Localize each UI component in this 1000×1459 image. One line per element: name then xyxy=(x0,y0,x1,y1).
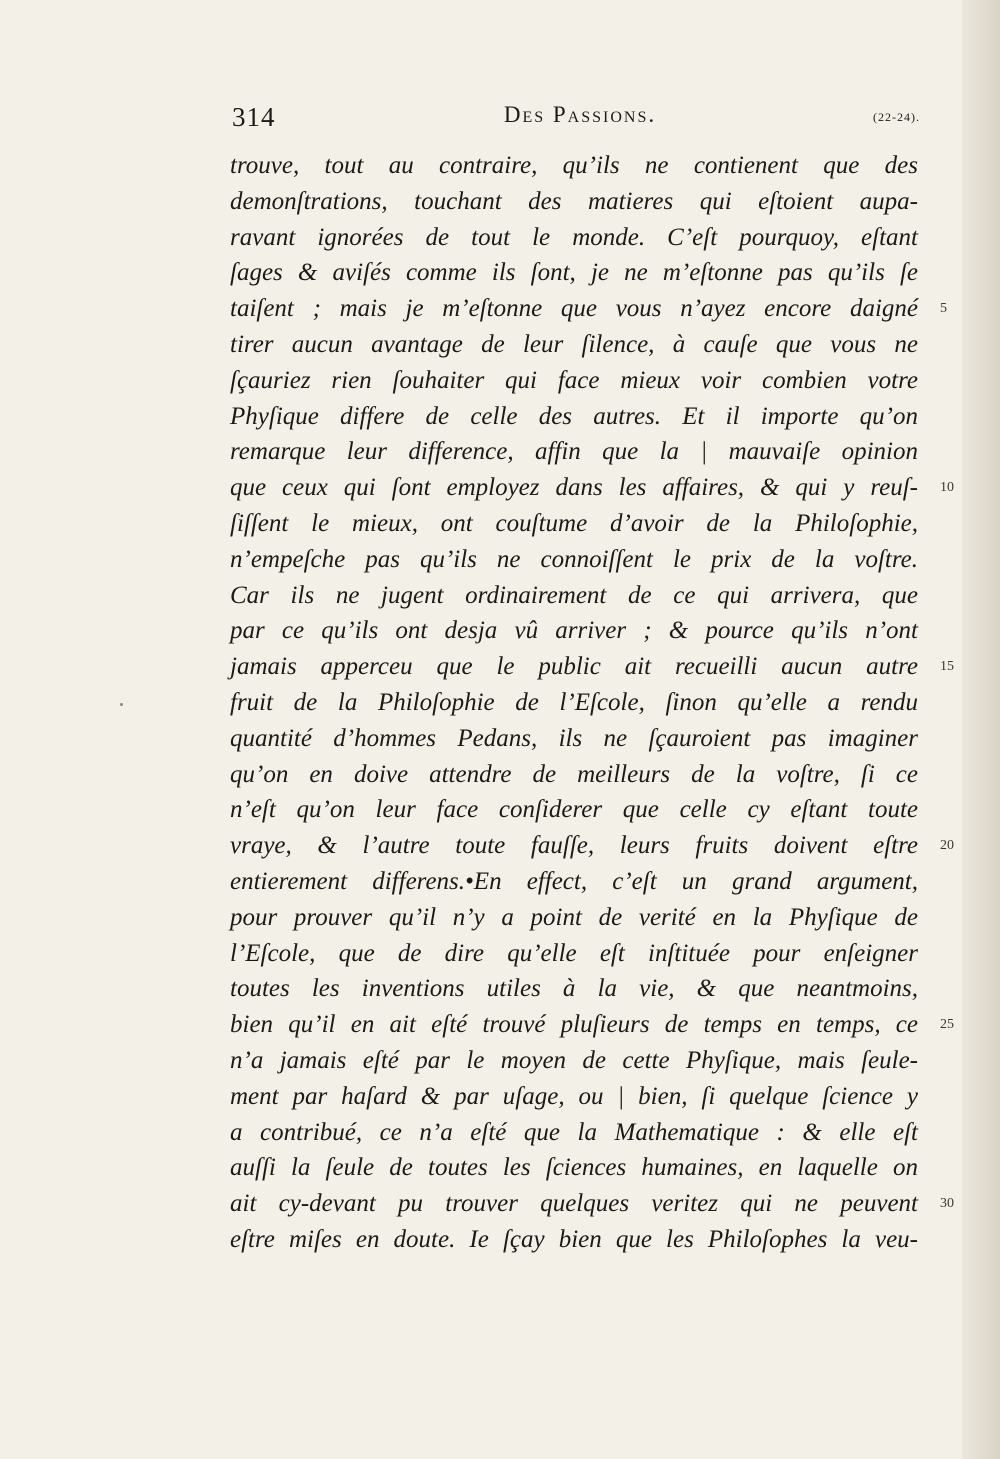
line-text: taiſent ; mais je m’eſtonne que vous n’ayez encore daigné xyxy=(230,295,918,323)
line-text: ſçauriez rien ſouhaiter qui face mieux voir combien votre xyxy=(230,366,918,394)
text-line xyxy=(230,864,918,900)
running-header xyxy=(230,98,920,138)
line-text: l’Eſcole, que de dire qu’elle eſt inſtituée pour enſeigner xyxy=(230,939,918,967)
line-text: toutes les inventions utiles à la vie, & que neantmoins, xyxy=(230,975,918,1003)
line-number-marker: 5 xyxy=(940,301,947,317)
line-text: entierement differens.•En effect, c’eſt un grand argument, xyxy=(230,867,918,895)
text-line xyxy=(230,1079,918,1115)
text-line xyxy=(230,613,918,649)
text-line xyxy=(230,685,918,721)
line-number-marker: 25 xyxy=(940,1017,954,1033)
line-text: demonſtrations, touchant des matieres qui eſtoient aupa- xyxy=(230,187,918,215)
line-text: a contribué, ce n’a eſté que la Mathematique : & elle eſt xyxy=(230,1118,918,1146)
line-text: remarque leur difference, affin que la | mauvaiſe opinion xyxy=(230,438,918,466)
text-line xyxy=(230,649,954,685)
line-text: ſiſſent le mieux, ont couſtume d’avoir de la Philoſophie, xyxy=(230,509,918,537)
running-title: Des Passions. xyxy=(503,102,657,127)
margin-speck xyxy=(120,703,123,706)
text-line xyxy=(230,792,918,828)
text-line xyxy=(230,936,918,972)
text-line xyxy=(230,255,918,291)
line-text: ait cy-devant pu trouver quelques veritez qui ne peuvent xyxy=(230,1190,918,1218)
line-text: par ce qu’ils ont desja vû arriver ; & pource qu’ils n’ont xyxy=(230,617,918,645)
line-number-marker: 15 xyxy=(940,659,954,675)
line-text: qu’on en doive attendre de meilleurs de la voſtre, ſi ce xyxy=(230,760,918,788)
text-line xyxy=(230,721,918,757)
text-line xyxy=(230,900,918,936)
body-text xyxy=(230,148,954,1258)
text-line xyxy=(230,1115,918,1151)
text-line xyxy=(230,1007,954,1043)
text-line xyxy=(230,327,918,363)
line-text: tirer aucun avantage de leur ſilence, à cauſe que vous ne xyxy=(230,330,918,358)
line-text: pour prouver qu’il n’y a point de verité en la Phyſique de xyxy=(230,903,918,931)
text-line xyxy=(230,971,918,1007)
text-line xyxy=(230,470,954,506)
line-text: n’empeſche pas qu’ils ne connoiſſent le prix de la voſtre. xyxy=(230,545,918,573)
line-text: Phyſique differe de celle des autres. Et il importe qu’on xyxy=(230,402,918,430)
line-text: quantité d’hommes Pedans, ils ne ſçauroient pas imaginer xyxy=(230,724,918,752)
line-text: ment par haſard & par uſage, ou | bien, ſi quelque ſcience y xyxy=(230,1082,918,1110)
line-text: n’eſt qu’on leur face conſiderer que celle cy eſtant toute xyxy=(230,796,918,824)
line-text: bien qu’il en ait eſté trouvé pluſieurs de temps en temps, ce xyxy=(230,1011,918,1039)
line-number-marker: 10 xyxy=(940,480,954,496)
line-text: Car ils ne jugent ordinairement de ce qui arrivera, que xyxy=(230,581,918,609)
section-range: (22-24). xyxy=(873,110,920,124)
text-line xyxy=(230,148,918,184)
text-line xyxy=(230,1150,918,1186)
line-text: eſtre miſes en doute. Ie ſçay bien que les Philoſophes la veu- xyxy=(230,1225,918,1253)
line-text: auſſi la ſeule de toutes les ſciences humaines, en laquelle on xyxy=(230,1154,918,1182)
text-line xyxy=(230,220,918,256)
line-text: ſages & aviſés comme ils ſont, je ne m’eſtonne pas qu’ils ſe xyxy=(230,259,918,287)
text-line xyxy=(230,828,954,864)
line-text: ravant ignorées de tout le monde. C’eſt pourquoy, eſtant xyxy=(230,223,918,251)
text-line xyxy=(230,399,918,435)
page-edge-shadow xyxy=(962,0,1000,1459)
text-line xyxy=(230,578,918,614)
page-number: 314 xyxy=(232,102,276,132)
text-line xyxy=(230,1043,918,1079)
line-number-marker: 30 xyxy=(940,1196,954,1212)
line-text: vraye, & l’autre toute fauſſe, leurs fruits doivent eſtre xyxy=(230,832,918,860)
line-text: fruit de la Philoſophie de l’Eſcole, ſinon qu’elle a rendu xyxy=(230,688,918,716)
text-line xyxy=(230,757,918,793)
line-text: n’a jamais eſté par le moyen de cette Phyſique, mais ſeule- xyxy=(230,1046,918,1074)
text-line xyxy=(230,506,918,542)
text-line xyxy=(230,1186,954,1222)
line-text: trouve, tout au contraire, qu’ils ne contienent que des xyxy=(230,152,918,179)
line-number-marker: 20 xyxy=(940,838,954,854)
text-line xyxy=(230,1222,918,1258)
text-line xyxy=(230,542,918,578)
line-text: que ceux qui ſont employez dans les affaires, & qui y reuſ- xyxy=(230,474,918,502)
line-text: jamais apperceu que le public ait recueilli aucun autre xyxy=(230,653,918,681)
text-line xyxy=(230,434,918,470)
text-line xyxy=(230,363,918,399)
text-line xyxy=(230,291,947,327)
text-line xyxy=(230,184,918,220)
